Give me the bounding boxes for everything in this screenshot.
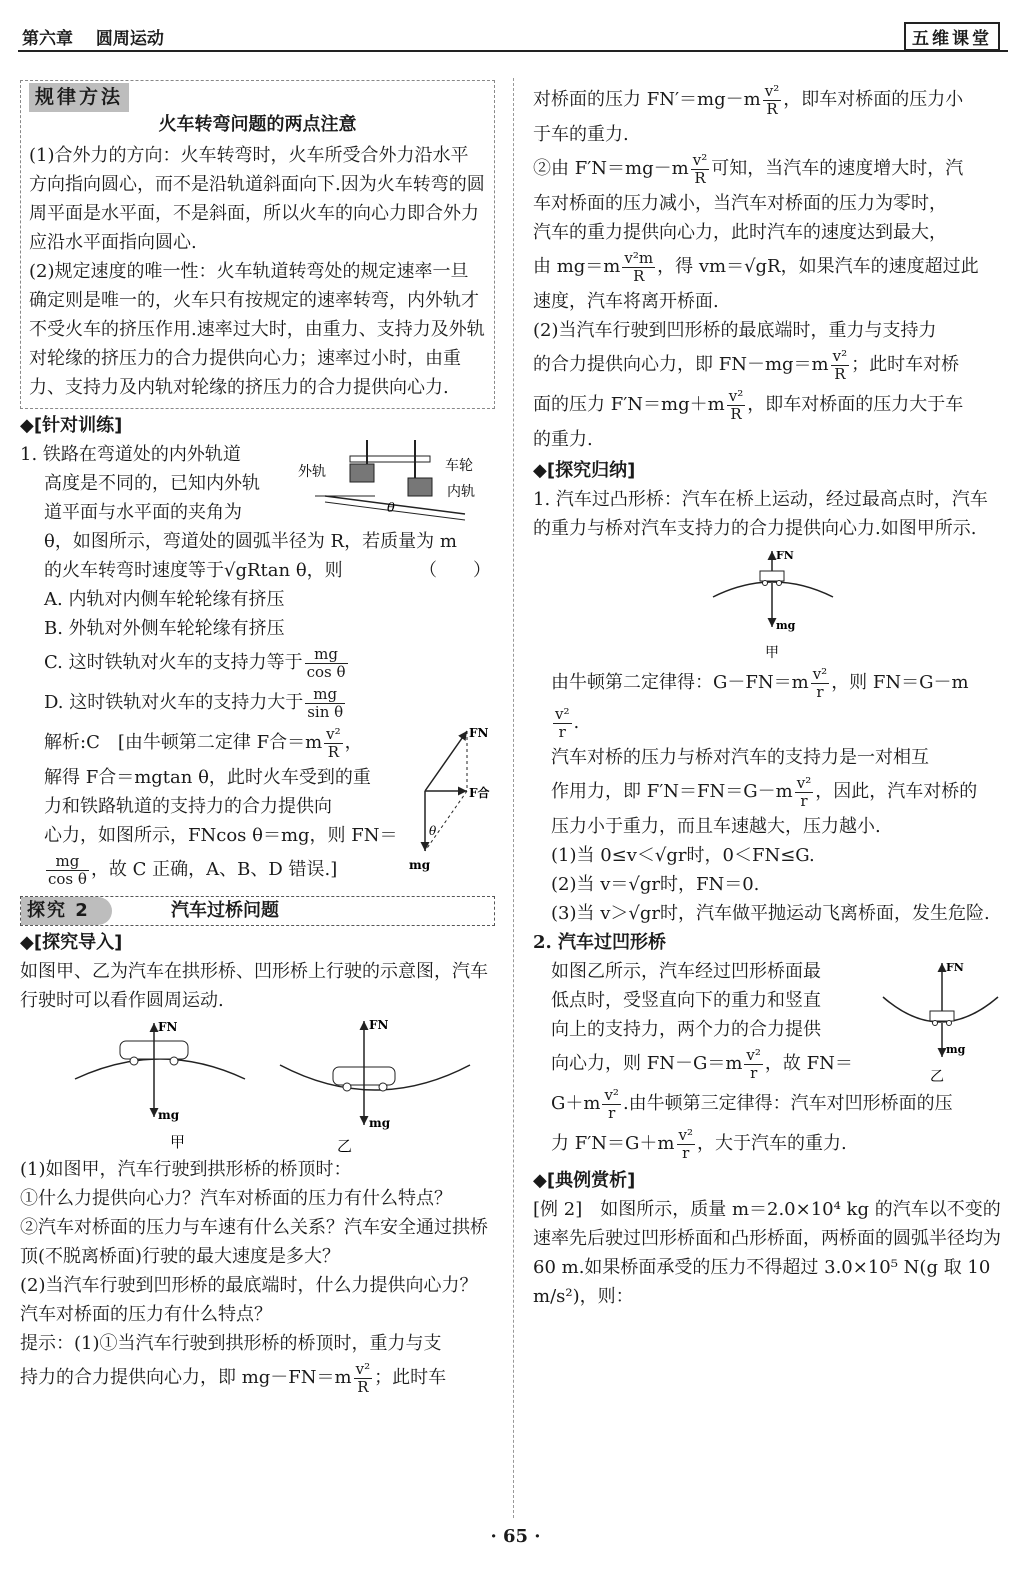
frac-den: cos θ bbox=[306, 662, 346, 681]
question-part-1: (1)如图甲，汽车行驶到拱形桥的桥顶时： bbox=[20, 1159, 352, 1180]
option-b: B. 外轨对外侧车轮轮缘有挤压 bbox=[44, 618, 285, 639]
option-d bbox=[20, 683, 495, 723]
right-line-11: 的重力. bbox=[533, 429, 593, 450]
label-FN: FN bbox=[158, 1020, 178, 1034]
right-column bbox=[533, 80, 1003, 1311]
explore-label: 探究 2 bbox=[21, 897, 112, 925]
option-d-text: D. 这时铁轨对火车的支持力大于 bbox=[44, 692, 304, 713]
fraction-mg-sin bbox=[305, 686, 345, 721]
s12b-text: ，大于汽车的重力. bbox=[697, 1133, 847, 1154]
label-mg: mg bbox=[776, 619, 796, 632]
brand-logo: 五维课堂 bbox=[904, 22, 1000, 51]
summary-10b: 低点时，受竖直向下的重力和竖直 bbox=[551, 990, 821, 1011]
fraction-vm2-R bbox=[622, 250, 655, 285]
fraction-v2-R bbox=[763, 83, 782, 118]
label-mg: mg bbox=[946, 1043, 966, 1056]
option-c-text: C. 这时铁轨对火车的支持力等于 bbox=[44, 652, 303, 673]
frac-den: R bbox=[327, 742, 340, 761]
summary-9: 2. 汽车过凹形桥 bbox=[533, 932, 667, 953]
analysis-line-3: 力和铁路轨道的支持力的合力提供向 bbox=[44, 796, 332, 817]
q1-line-e-text: 的火车转弯时速度等于√gRtan θ，则 bbox=[44, 560, 343, 581]
fraction-v2-r bbox=[553, 706, 572, 741]
frac-num: v² bbox=[728, 386, 744, 405]
question-part-2: (2)当汽车行驶到凹形桥的最底端时，什么力提供向心力？汽车对桥面的压力有什么特点？ bbox=[20, 1275, 478, 1325]
summary-8: (3)当 v＞√gr时，汽车做平抛运动飞离桥面，发生危险. bbox=[551, 903, 990, 924]
frac-num: v² bbox=[678, 1125, 693, 1144]
frac-num: v² bbox=[746, 1045, 761, 1064]
analysis-text-5: ，故 C 正确，A、B、D 错误.] bbox=[90, 859, 338, 880]
fraction-v2-r bbox=[744, 1047, 763, 1082]
analysis-text-1: 解析:C [由牛顿第二定律 F合＝m bbox=[44, 732, 323, 753]
page-number: · 65 · bbox=[490, 1526, 541, 1547]
method-paragraph-1: (1)合外力的方向：火车转弯时，火车所受合外力沿水平方向指向圆心，而不是沿轨道斜面向下.因为火车转弯的圆周平面是水平面，不是斜面，所以火车的向心力即合外力应沿水平面指向圆心. bbox=[29, 145, 485, 253]
right-line-8: (2)当汽车行驶到凹形桥的最底端时，重力与支持力 bbox=[533, 320, 937, 341]
s10e-text: ，故 FN＝ bbox=[764, 1053, 853, 1074]
label-jia: 甲 bbox=[170, 1133, 186, 1149]
frac-den: sin θ bbox=[307, 702, 344, 721]
method-box bbox=[20, 80, 495, 409]
chapter-title: 圆周运动 bbox=[95, 29, 164, 49]
concave-bridge-small bbox=[878, 957, 1003, 1087]
frac-den: R bbox=[357, 1377, 369, 1396]
concave-bridge-figure bbox=[275, 1015, 475, 1155]
fraction-v2-r bbox=[811, 666, 830, 701]
r9-text: 的合力提供向心力，即 FN－mg＝m bbox=[533, 354, 829, 375]
hint-text-2: 持力的合力提供向心力，即 mg－FN＝m bbox=[20, 1367, 352, 1388]
left-column bbox=[20, 78, 495, 1398]
label-FN: FN bbox=[469, 726, 489, 740]
label-mg: mg bbox=[158, 1108, 180, 1122]
s10d-text: 向心力，则 FN－G＝m bbox=[551, 1053, 743, 1074]
summary-heading: ◆[探究归纳] bbox=[533, 460, 636, 481]
analysis-line-1: 解析:C [由牛顿第二定律 F合＝m $\frac{\text{v²}}{R}$ ， bbox=[44, 724, 363, 761]
frac-den: R bbox=[633, 266, 645, 285]
header-rule bbox=[18, 50, 1008, 52]
s11b-text: .由牛顿第三定律得：汽车对凹形桥面的压 bbox=[622, 1093, 953, 1114]
question-part-1b: ②汽车对桥面的压力与车速有什么关系？汽车安全通过拱桥顶(不脱离桥面)行驶的最大速度是多大？ bbox=[20, 1217, 488, 1267]
right-line-2: 于车的重力. bbox=[533, 124, 629, 145]
example-2-text: [例 2] 如图所示，质量 m＝2.0×10⁴ kg 的汽车以不变的速率先后驶过凹形桥面和凸形桥面，两桥面的圆弧半径均为 60 m.如果桥面承受的压力不得超过 3.0×10⁵ N(g 取 10 m/s²)，则： bbox=[533, 1199, 1001, 1307]
r3-text: ②由 F′N＝mg－m bbox=[533, 158, 689, 179]
question-part-1a: ①什么力提供向心力？汽车对桥面的压力有什么特点？ bbox=[20, 1188, 452, 1209]
label-mg: mg bbox=[409, 858, 431, 872]
practice-heading: ◆[针对训练] bbox=[20, 415, 123, 436]
frac-den: r bbox=[750, 1063, 758, 1082]
frac-num: mg bbox=[305, 646, 348, 664]
right-line-1 bbox=[533, 80, 1003, 120]
frac-num: v² bbox=[326, 724, 341, 743]
summary-2 bbox=[533, 663, 1003, 703]
q1-line-b: 高度是不同的，已知内外轨 bbox=[44, 473, 260, 494]
label-yi: 乙 bbox=[930, 1069, 944, 1085]
right-line-10 bbox=[533, 385, 1003, 425]
label-theta: θ bbox=[429, 824, 437, 838]
fraction-mg-cos bbox=[46, 853, 89, 888]
frac-den: R bbox=[834, 364, 846, 383]
method-title: 火车转弯问题的两点注意 bbox=[158, 114, 357, 135]
s2b-text: ，则 FN＝G－m bbox=[831, 672, 969, 693]
fig1-outer-label: 外轨 bbox=[298, 464, 326, 480]
label-mg: mg bbox=[369, 1116, 391, 1130]
frac-den: r bbox=[558, 722, 566, 741]
convex-bridge-small bbox=[708, 547, 838, 663]
intro-heading: ◆[探究导入] bbox=[20, 932, 123, 953]
label-FN: FN bbox=[946, 961, 964, 974]
q1-line-e bbox=[20, 556, 495, 585]
s2-text: 由牛顿第二定律得：G－FN＝m bbox=[551, 672, 809, 693]
example-heading: ◆[典例赏析] bbox=[533, 1170, 636, 1191]
analysis-line-4: 心力，如图所示，FNcos θ＝mg，则 FN＝ bbox=[44, 825, 398, 846]
frac-den: cos θ bbox=[48, 869, 87, 888]
fraction-v2-R bbox=[354, 1361, 373, 1396]
frac-den: r bbox=[682, 1143, 690, 1162]
r10-text: 面的压力 F′N＝mg＋m bbox=[533, 394, 725, 415]
chapter-number: 第六章 bbox=[22, 29, 73, 49]
summary-5: 压力小于重力，而且车速越大，压力越小. bbox=[551, 816, 881, 837]
summary-10a: 如图乙所示，汽车经过凹形桥面最 bbox=[551, 961, 821, 982]
frac-den: R bbox=[730, 404, 742, 423]
fig1-theta: θ bbox=[387, 501, 395, 516]
fig1-wheel-label: 车轮 bbox=[445, 458, 473, 474]
frac-den: r bbox=[800, 791, 808, 810]
hint-line-2 bbox=[20, 1358, 495, 1398]
fraction-v2-r bbox=[795, 775, 814, 810]
page-header bbox=[18, 22, 1008, 49]
right-line-4: 车对桥面的压力减小，当汽车对桥面的压力为零时， bbox=[533, 193, 947, 214]
label-FN: FN bbox=[776, 549, 794, 562]
question-1 bbox=[20, 440, 495, 585]
label-Fhe: F合 bbox=[469, 786, 490, 800]
frac-num: v² bbox=[832, 346, 848, 365]
right-line-7: 速度，汽车将离开桥面. bbox=[533, 291, 719, 312]
q1-line-a: 1. 铁路在弯道处的内外轨道 bbox=[20, 444, 241, 465]
frac-num: v²m bbox=[624, 248, 654, 267]
frac-num: mg bbox=[305, 686, 345, 704]
summary-4 bbox=[533, 772, 1003, 812]
frac-num: v² bbox=[692, 150, 708, 169]
right-line-6 bbox=[533, 247, 1003, 287]
s12-text: 力 F′N＝G＋m bbox=[551, 1133, 675, 1154]
summary-11 bbox=[533, 1084, 1003, 1124]
frac-num: v² bbox=[355, 1359, 371, 1378]
frac-den: r bbox=[608, 1103, 616, 1122]
chapter-heading bbox=[22, 24, 164, 49]
frac-num: v² bbox=[812, 664, 828, 683]
fraction-v2-R bbox=[727, 388, 746, 423]
frac-den: R bbox=[694, 168, 706, 187]
frac-num: mg bbox=[46, 853, 89, 871]
option-c bbox=[20, 643, 495, 683]
summary-10c: 向上的支持力，两个力的合力提供 bbox=[551, 1019, 821, 1040]
q1-line-c: 道平面与水平面的夹角为 bbox=[44, 502, 242, 523]
fraction-v2-r bbox=[677, 1127, 696, 1162]
rail-figure bbox=[295, 434, 495, 524]
s4-text: 作用力，即 F′N＝FN＝G－m bbox=[551, 781, 793, 802]
frac-num: v² bbox=[796, 773, 812, 792]
summary-6: (1)当 0≤v＜√gr时，0＜FN≤G. bbox=[551, 845, 815, 866]
frac-num: v² bbox=[604, 1085, 619, 1104]
r1-text: 对桥面的压力 FN′＝mg－m bbox=[533, 89, 761, 110]
explore-2-banner bbox=[20, 896, 495, 926]
frac-num: v² bbox=[555, 704, 570, 723]
r6b-text: ，得 vm＝√gR，如果汽车的速度超过此 bbox=[657, 256, 979, 277]
fraction-v2-R bbox=[831, 348, 850, 383]
summary-7: (2)当 v＝√gr时，FN＝0. bbox=[551, 874, 760, 895]
right-line-9 bbox=[533, 345, 1003, 385]
fraction-mg-cos bbox=[305, 646, 348, 681]
option-a: A. 内轨对内侧车轮轮缘有挤压 bbox=[44, 589, 285, 610]
right-line-5: 汽车的重力提供向心力，此时汽车的速度达到最大， bbox=[533, 222, 947, 243]
s11-text: G＋m bbox=[551, 1093, 601, 1114]
column-divider bbox=[513, 78, 514, 1518]
s4b-text: ，因此，汽车对桥的 bbox=[815, 781, 978, 802]
label-FN: FN bbox=[369, 1018, 389, 1032]
frac-den: r bbox=[816, 682, 824, 701]
q1-line-d: θ，如图所示，弯道处的圆弧半径为 R，若质量为 m bbox=[44, 531, 457, 552]
label-jia: 甲 bbox=[765, 645, 779, 661]
fraction-v2-r bbox=[602, 1087, 621, 1122]
fraction-v2-R bbox=[691, 152, 710, 187]
convex-bridge-figure bbox=[70, 1019, 250, 1149]
frac-den: R bbox=[766, 99, 778, 118]
frac-num: v² bbox=[764, 81, 780, 100]
analysis-block bbox=[20, 723, 495, 890]
bridge-figures bbox=[20, 1015, 495, 1155]
method-paragraph-2: (2)规定速度的唯一性：火车轨道转弯处的规定速率一旦确定则是唯一的，火车只有按规定的速率转弯，内外轨才不受火车的挤压作用.速率过大时，由重力、支持力及外轨对轮缘的挤压力的合力提供向心力；速率过小时，由重力、支持力及内轨对轮缘的挤压力的合力提供向心力. bbox=[29, 261, 485, 398]
right-line-3 bbox=[533, 149, 1003, 189]
summary-3: 汽车对桥的压力与桥对汽车的支持力是一对相互 bbox=[551, 747, 929, 768]
hint-line-1: 提示：(1)①当汽车行驶到拱形桥的桥顶时，重力与支 bbox=[20, 1333, 442, 1354]
hint-text-2b: ；此时车 bbox=[374, 1367, 447, 1388]
r1b-text: ，即车对桥面的压力小 bbox=[783, 89, 964, 110]
r3b-text: 可知，当汽车的速度增大时，汽 bbox=[711, 158, 964, 179]
label-yi: 乙 bbox=[337, 1137, 353, 1155]
r10b-text: ，即车对桥面的压力大于车 bbox=[747, 394, 964, 415]
summary-1: 1. 汽车过凸形桥：汽车在桥上运动，经过最高点时，汽车的重力与桥对汽车支持力的合力提供向心力.如图甲所示. bbox=[533, 489, 988, 539]
method-tag: 规律方法 bbox=[29, 83, 129, 112]
explore-title: 汽车过桥问题 bbox=[171, 900, 279, 921]
fig1-inner-label: 内轨 bbox=[447, 484, 475, 500]
summary-2c: $\frac{\text{v²}}{r}$ . bbox=[555, 704, 580, 741]
r6-text: 由 mg＝m bbox=[533, 256, 621, 277]
summary-12 bbox=[533, 1124, 1003, 1164]
r9b-text: ；此时车对桥 bbox=[851, 354, 960, 375]
answer-paren: （ ） bbox=[419, 560, 491, 581]
concave-section bbox=[533, 957, 1003, 1084]
analysis-line-2: 解得 F合＝mgtan θ，此时火车受到的重 bbox=[44, 767, 371, 788]
force-diagram bbox=[405, 723, 495, 883]
fraction-v2-R bbox=[324, 726, 343, 761]
intro-paragraph: 如图甲、乙为汽车在拱形桥、凹形桥上行驶的示意图，汽车行驶时可以看作圆周运动. bbox=[20, 961, 488, 1011]
